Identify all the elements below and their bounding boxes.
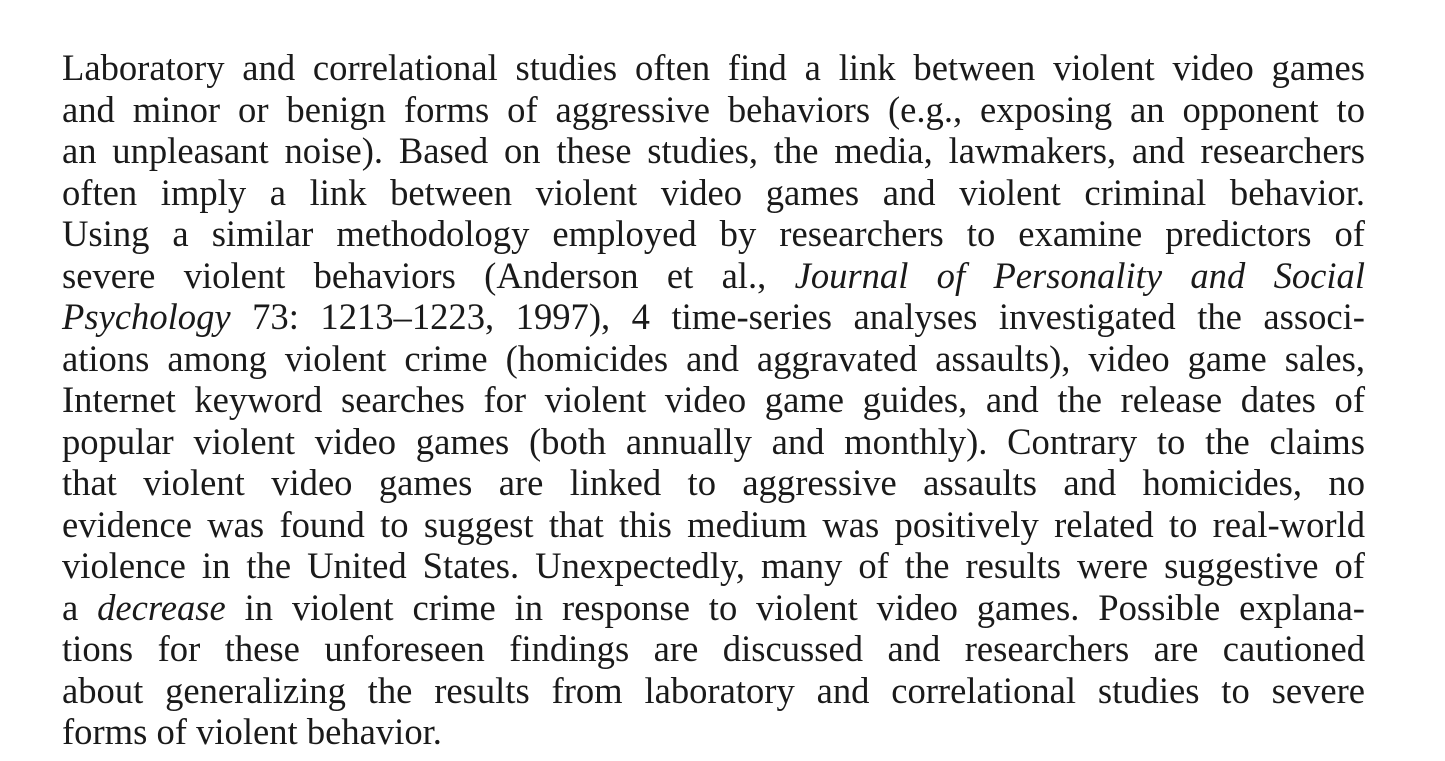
italic-text: decrease (97, 586, 226, 628)
text-run: an unpleasant noise). Based on these studies, the media, lawmakers, and researchers (62, 130, 1365, 171)
abstract-line (62, 462, 1365, 504)
italic-text: Psychology (62, 296, 231, 337)
text-run: Using a similar methodology employed by researchers to examine predictors of (62, 213, 1365, 254)
abstract-line (62, 587, 1365, 629)
abstract-line (62, 213, 1365, 255)
text-run: ations among violent crime (homicides and aggravated assaults), video game sales, (62, 337, 1365, 379)
text-run: forms of violent behavior. (62, 711, 442, 752)
text-run: popular violent video games (both annually and monthly). Contrary to the claims (62, 420, 1365, 462)
abstract-line (62, 545, 1365, 587)
text-run: tions for these unforeseen findings are discussed and researchers are cautioned (62, 628, 1365, 669)
abstract-line (62, 421, 1365, 463)
text-run: violence in the United States. Unexpectedly, many of the results were suggestive of (62, 545, 1365, 586)
text-run: evidence was found to suggest that this medium was positively related to real-world (62, 503, 1365, 545)
text-run: Laboratory and correlational studies often find a link between violent video games (62, 47, 1365, 88)
text-run: that violent video games are linked to aggressive assaults and homicides, no (62, 462, 1365, 503)
abstract-line (62, 711, 1365, 753)
abstract-paragraph (62, 47, 1365, 753)
text-run: and minor or benign forms of aggressive behaviors (e.g., exposing an opponent to (62, 88, 1365, 130)
italic-text: Journal of Personality and Social (794, 254, 1365, 296)
abstract-line (62, 47, 1365, 89)
abstract-line (62, 379, 1365, 421)
text-run: about generalizing the results from laboratory and correlational studies to severe (62, 669, 1365, 711)
text-run: in violent crime in response to violent video games. Possible explana- (225, 586, 1365, 628)
abstract-line (62, 89, 1365, 131)
abstract-line (62, 504, 1365, 546)
text-run: a (62, 586, 98, 628)
text-run: often imply a link between violent video games and violent criminal behavior. (62, 171, 1365, 213)
abstract-line (62, 255, 1365, 297)
text-run: 73: 1213–1223, 1997), 4 time-series analyses investigated the associ- (230, 296, 1365, 337)
text-run: Internet keyword searches for violent video game guides, and the release dates of (62, 379, 1365, 420)
abstract-line (62, 670, 1365, 712)
abstract-line (62, 130, 1365, 172)
abstract-line (62, 296, 1365, 338)
abstract-line (62, 338, 1365, 380)
abstract-line (62, 628, 1365, 670)
abstract-line (62, 172, 1365, 214)
text-run: severe violent behaviors (Anderson et al., (62, 254, 795, 296)
